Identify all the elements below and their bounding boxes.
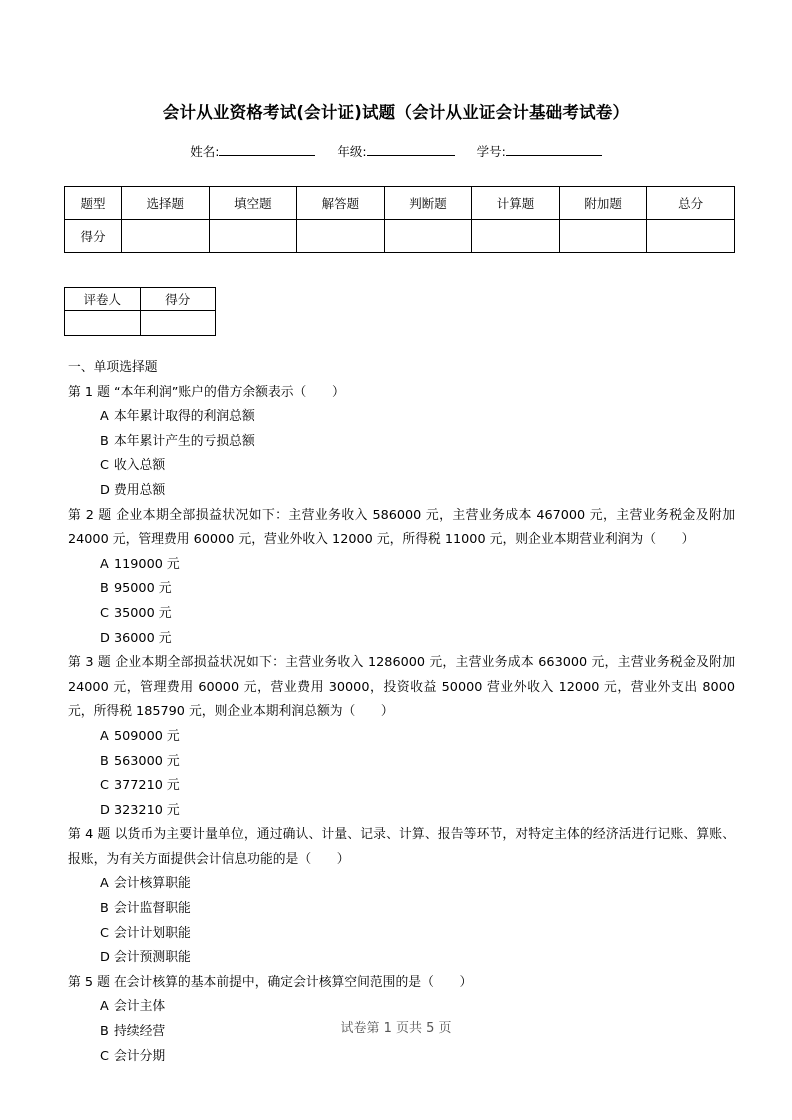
option-letter: C	[100, 1048, 109, 1064]
option-text: 会计预测职能	[114, 950, 191, 966]
option-letter: C	[100, 458, 109, 474]
option-letter: A	[100, 876, 109, 892]
option-text: 收入总额	[114, 458, 166, 474]
option-item[interactable]	[68, 799, 735, 824]
option-letter: D	[100, 802, 110, 818]
score-cell-0[interactable]	[122, 220, 210, 253]
student-id-blank[interactable]	[506, 155, 602, 156]
question-stem: 第 1 题 “本年利润”账户的借方余额表示（ ）	[68, 384, 345, 400]
grade-field[interactable]	[337, 142, 454, 160]
score-table-row-label-type: 题型	[65, 187, 122, 220]
page-title: 会计从业资格考试(会计证)试题（会计从业证会计基础考试卷）	[162, 103, 630, 122]
option-text: 会计核算职能	[114, 876, 191, 892]
option-text: 563000 元	[114, 753, 180, 769]
question-block	[68, 823, 735, 971]
question-content	[68, 356, 735, 1069]
question-block	[68, 381, 735, 504]
option-item[interactable]	[68, 922, 735, 947]
option-text: 会计主体	[114, 999, 166, 1015]
grader-table	[64, 287, 216, 336]
option-text: 会计计划职能	[114, 925, 191, 941]
page-footer: 试卷第 1 页共 5 页	[340, 1021, 452, 1036]
score-table-column-2: 解答题	[297, 187, 385, 220]
option-text: 会计监督职能	[114, 901, 191, 917]
score-cell-4[interactable]	[472, 220, 560, 253]
question-stem: 第 2 题 企业本期全部损益状况如下：主营业务收入 586000 元，主营业务成本 467000 元，主营业务税金及附加 24000 元，管理费用 60000 元，营业外收入 12000 元，所得税 11000 元，则企业本期营业利润为（ ）	[68, 507, 735, 548]
score-table-column-4: 计算题	[472, 187, 560, 220]
option-letter: B	[100, 753, 109, 769]
name-field[interactable]	[190, 142, 315, 160]
option-letter: A	[100, 409, 109, 425]
question-stem: 第 4 题 以货币为主要计量单位，通过确认、计量、记录、计算、报告等环节，对特定主体的经济活进行记账、算账、报账，为有关方面提供会计信息功能的是（ ）	[68, 827, 735, 867]
option-letter: C	[100, 605, 109, 621]
option-text: 本年累计产生的亏损总额	[114, 433, 255, 449]
option-text: 323210 元	[114, 802, 180, 818]
student-id-label: 学号:	[476, 144, 506, 159]
option-letter: D	[100, 950, 110, 966]
option-letter: A	[100, 556, 109, 572]
question-block	[68, 651, 735, 823]
grader-table-header-grader: 评卷人	[65, 288, 141, 311]
option-item[interactable]	[68, 627, 735, 652]
option-item[interactable]	[68, 577, 735, 602]
score-table-header-row	[65, 187, 735, 220]
option-text: 36000 元	[114, 630, 172, 646]
option-letter: A	[100, 728, 109, 744]
grader-table-value-score[interactable]	[140, 311, 216, 336]
name-label: 姓名:	[190, 144, 220, 159]
question-stem: 第 3 题 企业本期全部损益状况如下：主营业务收入 1286000 元，主营业务成本 663000 元，主营业务税金及附加 24000 元，管理费用 60000 元，营业费用 30000，投资收益 50000 营业外收入 12000 元，营业外支出 8000 元，所得税 185790 元，则企业本期利润总额为（ ）	[68, 655, 735, 720]
score-table-column-6: 总分	[647, 187, 735, 220]
name-blank[interactable]	[219, 155, 315, 156]
score-table	[64, 186, 735, 253]
score-cell-5[interactable]	[559, 220, 647, 253]
option-text: 会计分期	[114, 1048, 166, 1064]
option-item[interactable]	[68, 1045, 735, 1070]
grader-table-value-grader[interactable]	[65, 311, 141, 336]
question-stem: 第 5 题 在会计核算的基本前提中，确定会计核算空间范围的是（ ）	[68, 974, 473, 990]
option-item[interactable]	[68, 430, 735, 455]
score-table-column-3: 判断题	[384, 187, 472, 220]
score-cell-3[interactable]	[384, 220, 472, 253]
score-table-row-label-score: 得分	[65, 220, 122, 253]
option-text: 费用总额	[114, 482, 166, 498]
section-heading: 一、单项选择题	[68, 360, 158, 375]
option-item[interactable]	[68, 774, 735, 799]
student-id-field[interactable]	[477, 142, 602, 160]
option-item[interactable]	[68, 897, 735, 922]
option-letter: B	[100, 581, 109, 597]
grade-label: 年级:	[337, 144, 367, 159]
option-text: 95000 元	[114, 581, 172, 597]
grade-blank[interactable]	[367, 155, 455, 156]
option-letter: A	[100, 999, 109, 1015]
score-table-score-row	[65, 220, 735, 253]
grader-table-value-row	[65, 311, 216, 336]
option-item[interactable]	[68, 454, 735, 479]
option-item[interactable]	[68, 872, 735, 897]
option-letter: C	[100, 925, 109, 941]
option-text: 377210 元	[114, 778, 180, 794]
score-table-column-1: 填空题	[209, 187, 297, 220]
option-item[interactable]	[68, 725, 735, 750]
option-item[interactable]	[68, 602, 735, 627]
score-cell-2[interactable]	[297, 220, 385, 253]
option-letter: B	[100, 1024, 109, 1040]
option-item[interactable]	[68, 405, 735, 430]
option-text: 509000 元	[114, 728, 180, 744]
option-item[interactable]	[68, 553, 735, 578]
question-block	[68, 504, 735, 652]
grader-table-header-score: 得分	[140, 288, 216, 311]
score-table-column-5: 附加题	[559, 187, 647, 220]
option-item[interactable]	[68, 946, 735, 971]
option-letter: C	[100, 778, 109, 794]
option-letter: B	[100, 433, 109, 449]
option-item[interactable]	[68, 479, 735, 504]
score-cell-6[interactable]	[647, 220, 735, 253]
option-text: 持续经营	[114, 1024, 166, 1040]
identity-fields	[0, 142, 792, 160]
option-text: 35000 元	[114, 605, 172, 621]
score-cell-1[interactable]	[209, 220, 297, 253]
option-text: 119000 元	[114, 556, 180, 572]
grader-table-header-row	[65, 288, 216, 311]
score-table-column-0: 选择题	[122, 187, 210, 220]
option-text: 本年累计取得的利润总额	[114, 409, 255, 425]
option-letter: D	[100, 482, 110, 498]
option-letter: B	[100, 901, 109, 917]
option-item[interactable]	[68, 750, 735, 775]
option-letter: D	[100, 630, 110, 646]
